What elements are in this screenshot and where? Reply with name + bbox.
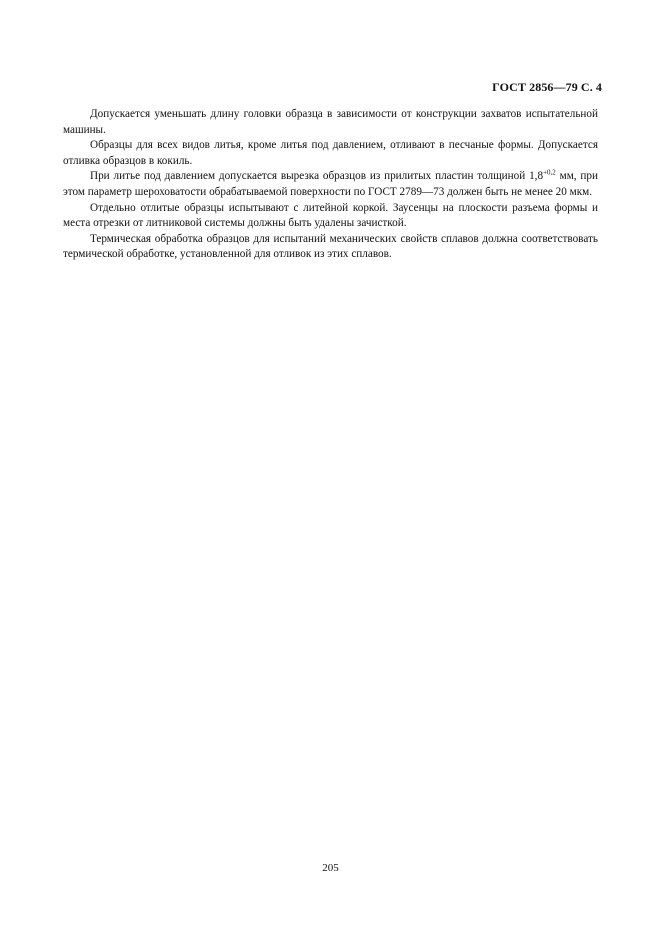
paragraph-pressure-casting-text-end: мм, при этом параметр шероховатости обрабатываемой поверхности по ГОСТ 2789—73 должен быть не менее 20 мкм. <box>63 170 598 198</box>
tolerance-superscript: +0,2 <box>543 168 556 177</box>
paragraph-pressure-casting-text: При литье под давлением допускается вырезка образцов из прилитых пластин толщиной 1,8 <box>90 170 544 183</box>
paragraph-head-length: Допускается уменьшать длину головки образца в зависимости от конструкции захватов испытательной машины. <box>63 108 598 136</box>
paragraph-separate-samples: Отдельно отлитые образцы испытывают с литейной коркой. Заусенцы на плоскости разъема формы и места отрезки от литниковой системы должны быть удалены зачисткой. <box>63 201 598 230</box>
page-number: 205 <box>322 862 339 874</box>
paragraph-casting-types: Образцы для всех видов литья, кроме литья под давлением, отливают в песчаные формы. Допускается отливка образцов в кокиль. <box>63 139 598 167</box>
paragraph-heat-treatment: Термическая обработка образцов для испытаний механических свойств сплавов должна соответствовать термической обработке, установленной для отливок из этих сплавов. <box>63 232 598 261</box>
document-header: ГОСТ 2856—79 С. 4 <box>492 80 602 94</box>
document-body <box>63 107 598 263</box>
paragraph-pressure-casting <box>63 169 598 200</box>
